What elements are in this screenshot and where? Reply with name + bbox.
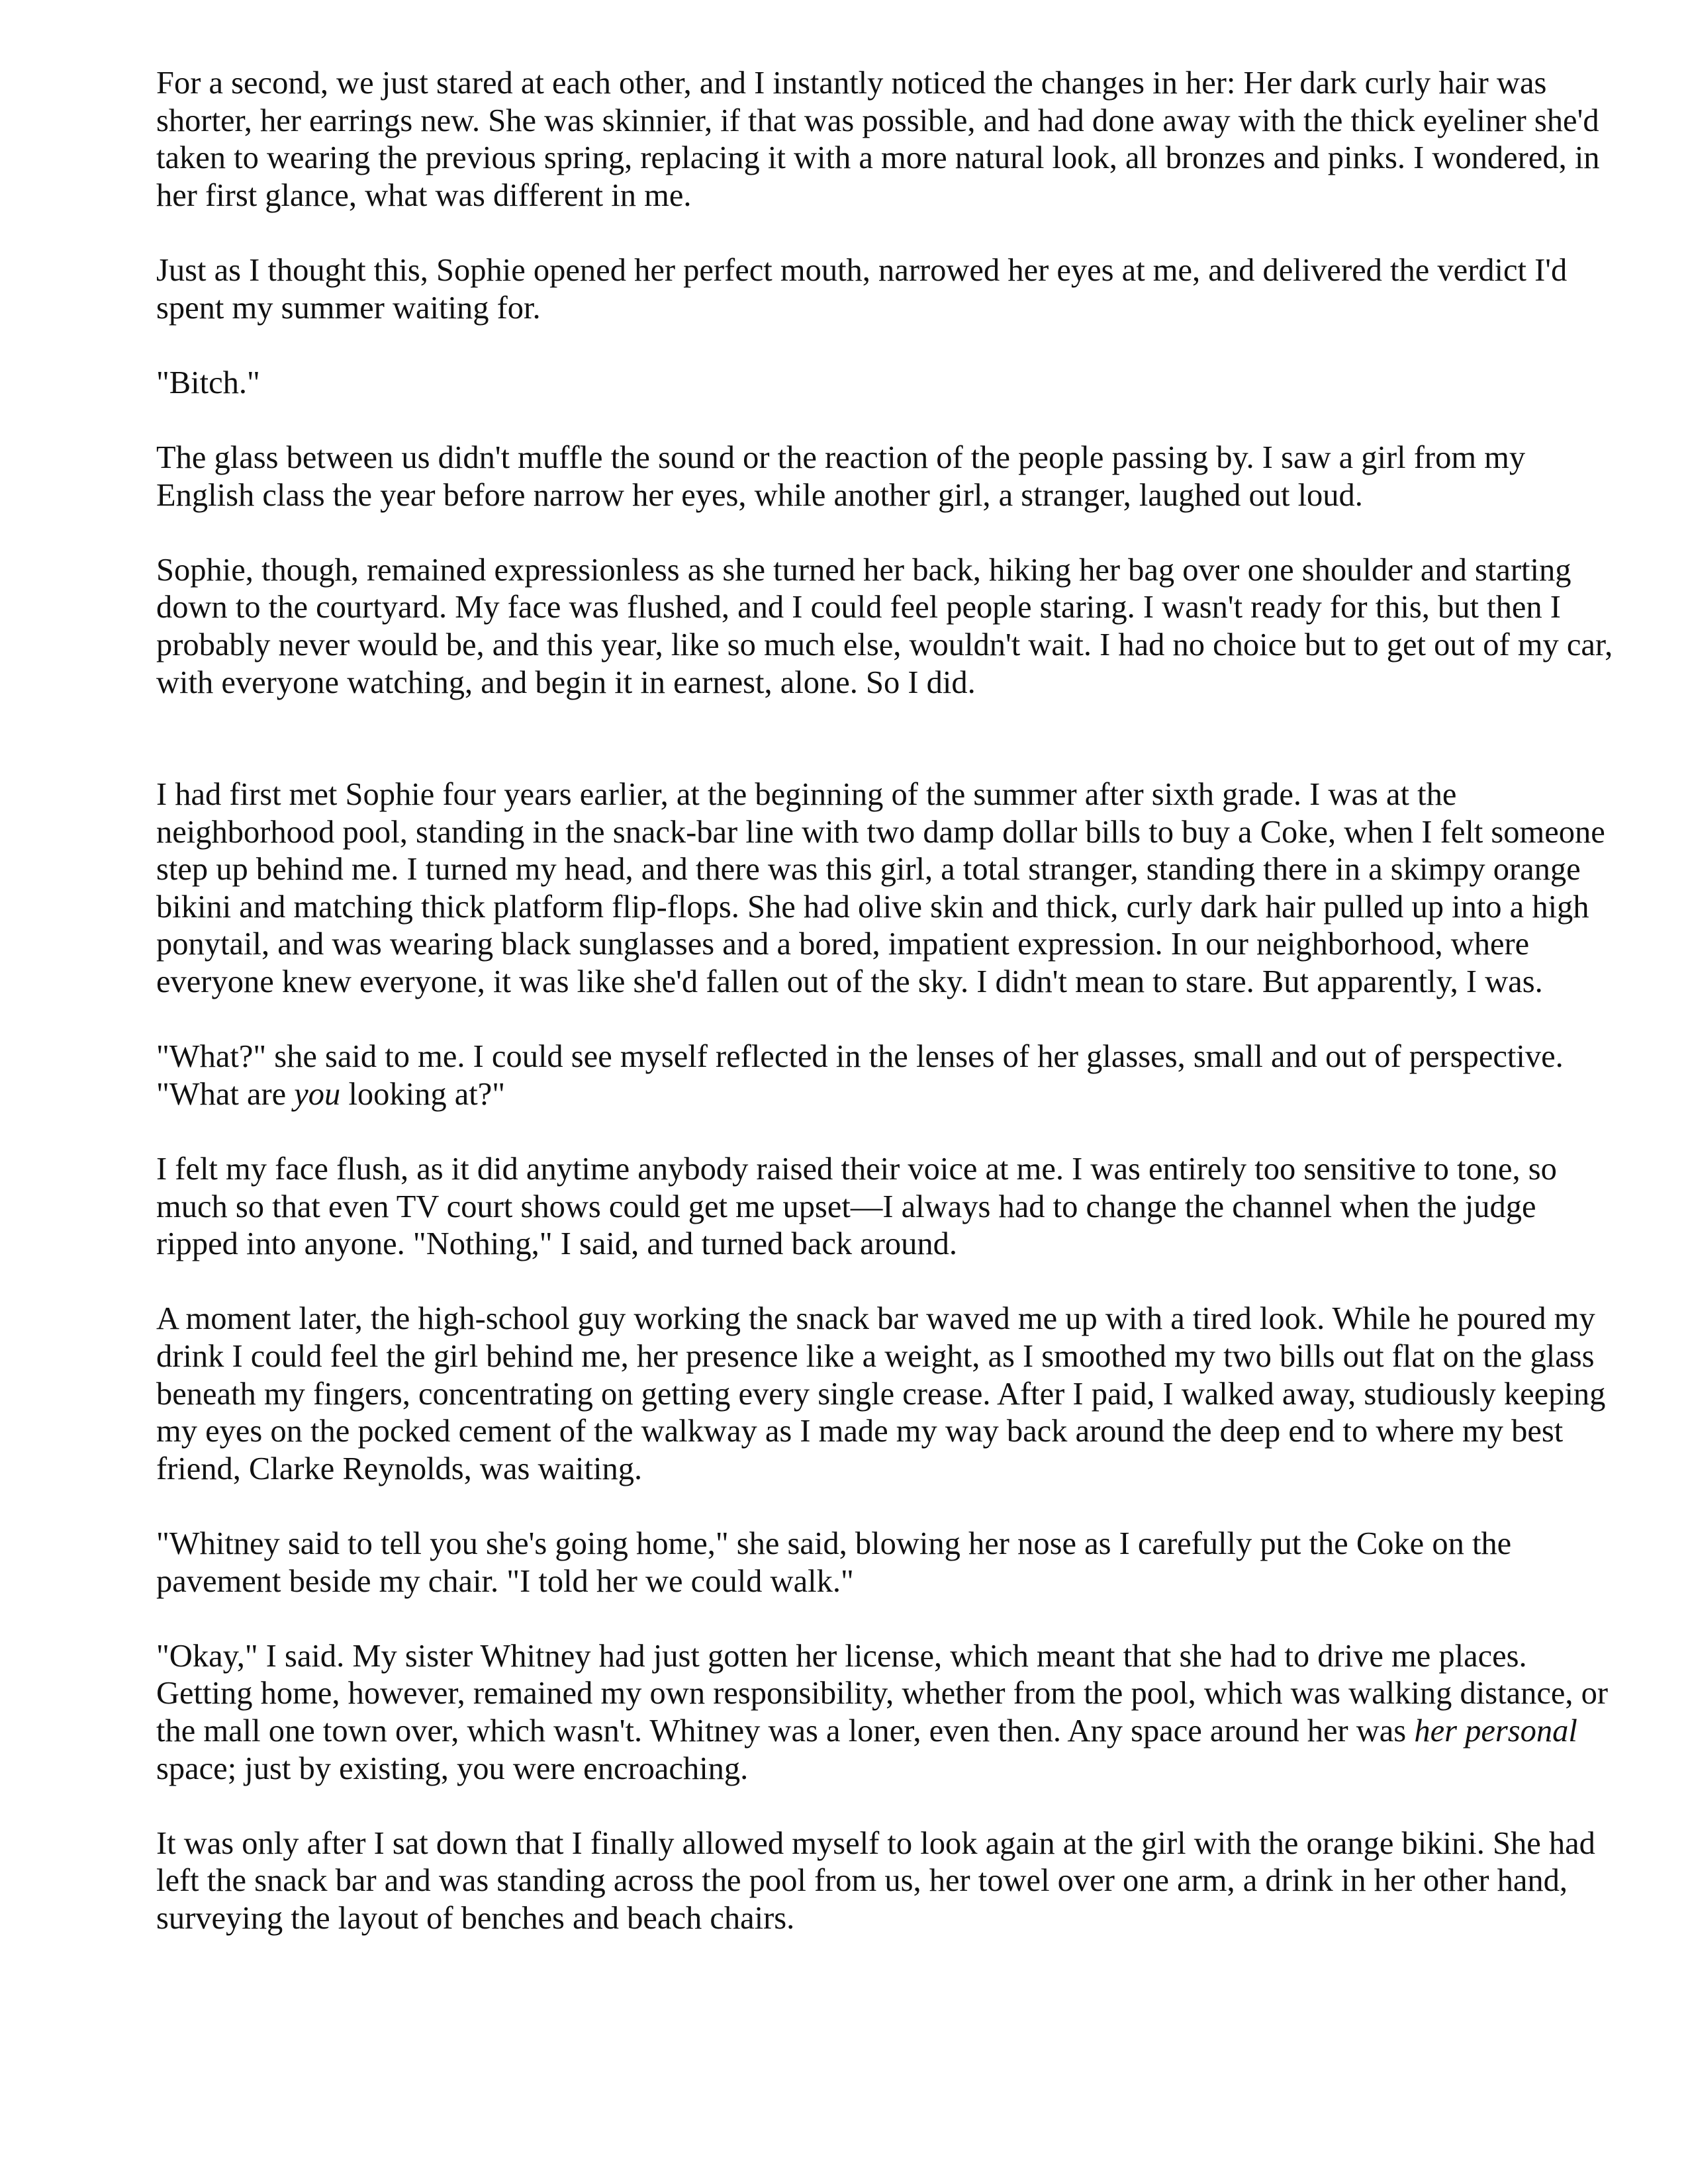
- paragraph: For a second, we just stared at each other, and I instantly noticed the changes in her: Her dark curly hair was shorter, her earrings new. She was skinnier, if that was possible, and had done away with the thick eyeliner she'd taken to wearing the previous spring, replacing it with a more natural look, all bronzes and pinks. I wondered, in her first glance, what was different in me.: [156, 66, 1600, 213]
- emphasis-text: you: [294, 1076, 341, 1112]
- paragraph: Just as I thought this, Sophie opened her perfect mouth, narrowed her eyes at me, and delivered the verdict I'd spent my summer waiting for.: [156, 252, 1568, 326]
- paragraph: "Bitch.": [156, 365, 260, 400]
- paragraph: Sophie, though, remained expressionless as she turned her back, hiking her bag over one shoulder and starting down to the courtyard. My face was flushed, and I could feel people staring. I wasn't ready for this, but then I probably never would be, and this year, like so much else, wouldn't wait. I had no choice but to get out of my car, with everyone watching, and begin it in earnest, alone. So I did.: [156, 552, 1613, 700]
- paragraph: I felt my face flush, as it did anytime anybody raised their voice at me. I was entirely too sensitive to tone, so much so that even TV court shows could get me upset—I always had to change the channel when the judge ripped into anyone. "Nothing," I said, and turned back around.: [156, 1152, 1557, 1262]
- paragraph: The glass between us didn't muffle the sound or the reaction of the people passing by. I saw a girl from my English class the year before narrow her eyes, while another girl, a stranger, laughed out loud.: [156, 439, 1526, 513]
- paragraph-text: "Okay," I said. My sister Whitney had just gotten her license, which meant that she had to drive me places. Getting home, however, remained my own responsibility, whether from the pool, which was walking distance, or the mall one town over, which wasn't. Whitney was a loner, even then. Any space around her was: [156, 1638, 1609, 1749]
- paragraph-text: looking at?": [340, 1076, 506, 1112]
- emphasis-text: her personal: [1414, 1713, 1577, 1749]
- paragraph: [156, 1638, 1619, 1788]
- paragraph: "Whitney said to tell you she's going home," she said, blowing her nose as I carefully put the Coke on the pavement beside my chair. "I told her we could walk.": [156, 1525, 1512, 1599]
- paragraph: [156, 1038, 1619, 1113]
- document-page: [156, 65, 1619, 1975]
- paragraph: A moment later, the high-school guy working the snack bar waved me up with a tired look. While he poured my drink I could feel the girl behind me, her presence like a weight, as I smoothed my two bills out flat on the glass beneath my fingers, concentrating on getting every single crease. After I paid, I walked away, studiously keeping my eyes on the pocked cement of the walkway as I made my way back around the deep end to where my best friend, Clarke Reynolds, was waiting.: [156, 1301, 1606, 1486]
- paragraph: It was only after I sat down that I finally allowed myself to look again at the girl with the orange bikini. She had left the snack bar and was standing across the pool from us, her towel over one arm, a drink in her other hand, surveying the layout of benches and beach chairs.: [156, 1825, 1595, 1936]
- paragraph: I had first met Sophie four years earlier, at the beginning of the summer after sixth grade. I was at the neighborhood pool, standing in the snack-bar line with two damp dollar bills to buy a Coke, when I felt someone step up behind me. I turned my head, and there was this girl, a total stranger, standing there in a skimpy orange bikini and matching thick platform flip-flops. She had olive skin and thick, curly dark hair pulled up into a high ponytail, and was wearing black sunglasses and a bored, impatient expression. In our neighborhood, where everyone knew everyone, it was like she'd fallen out of the sky. I didn't mean to stare. But apparently, I was.: [156, 777, 1605, 1000]
- paragraph-text: "What?" she said to me. I could see myself reflected in the lenses of her glasses, small and out of perspective. "What are: [156, 1039, 1564, 1112]
- paragraph-text: space; just by existing, you were encroaching.: [156, 1751, 749, 1786]
